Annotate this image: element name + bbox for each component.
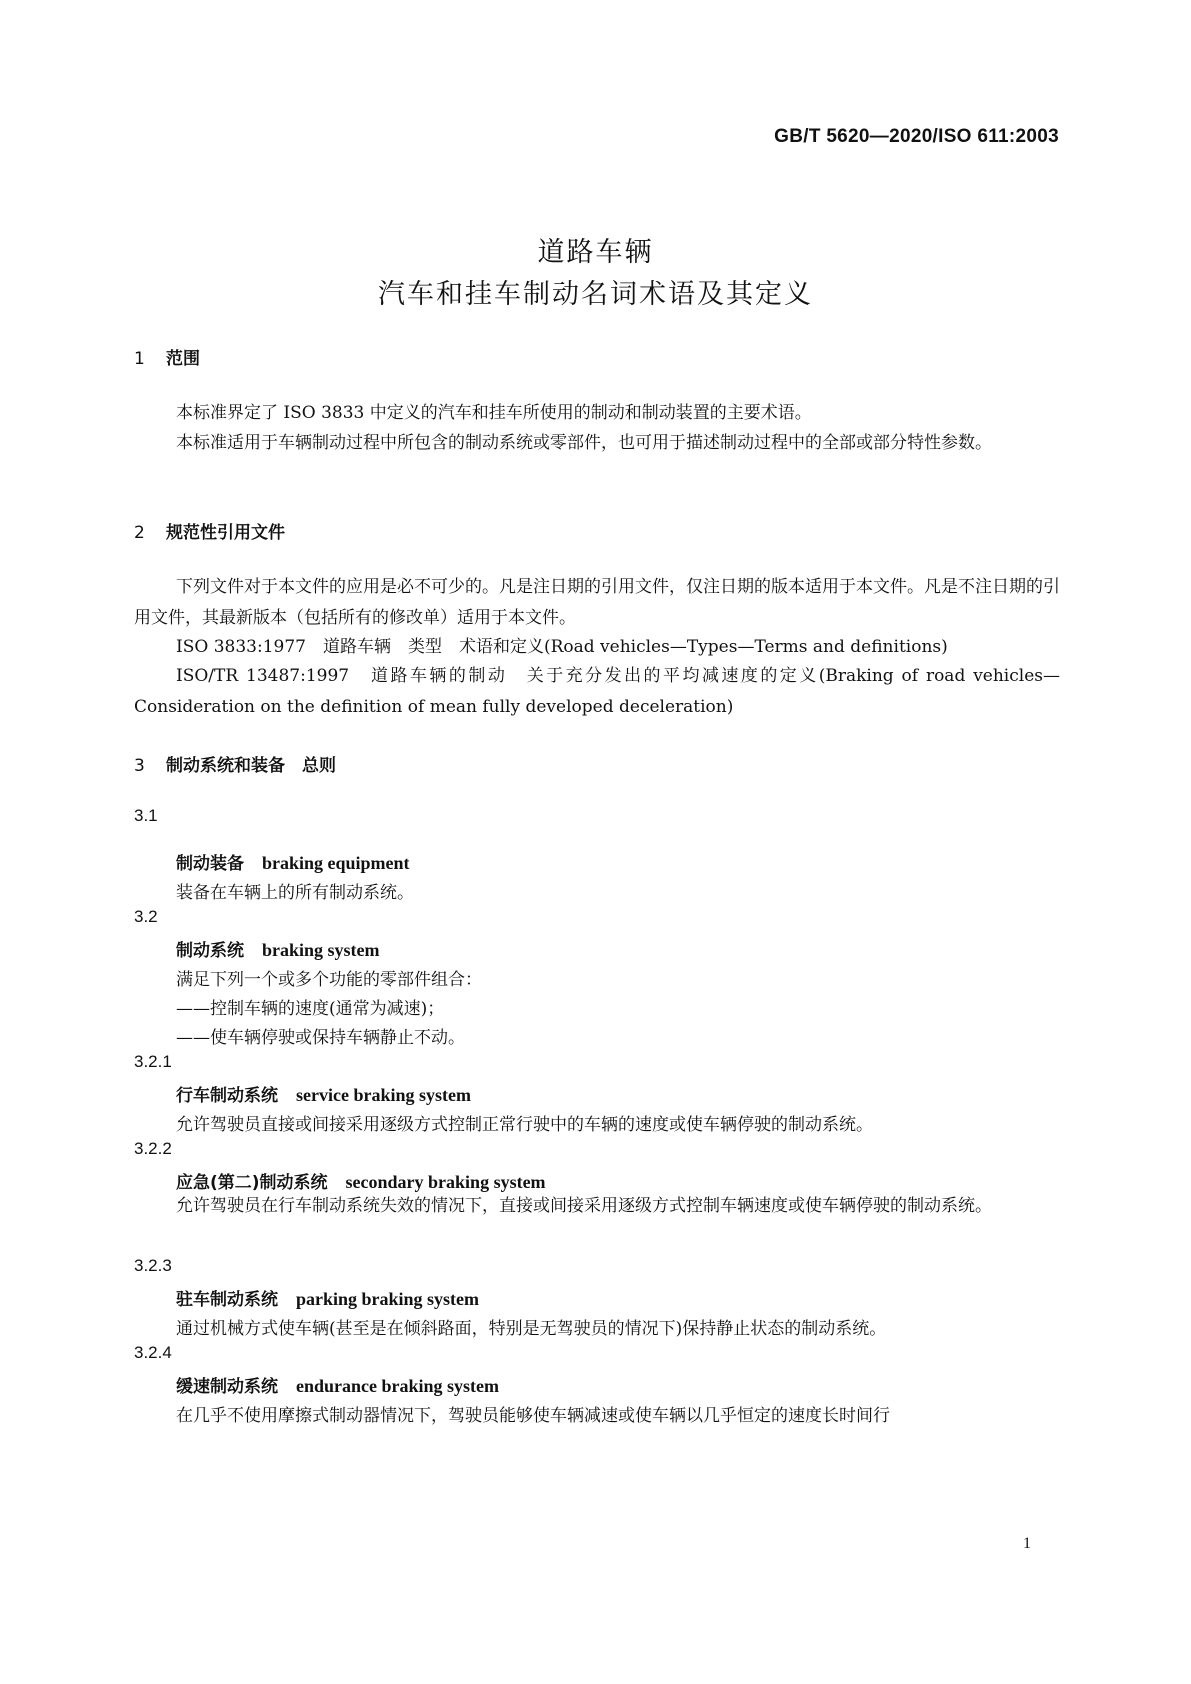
title-line-1: 道路车辆 xyxy=(537,237,654,268)
term-chinese: 制动装备 xyxy=(176,854,244,874)
term-entry xyxy=(176,936,380,961)
term-entry xyxy=(176,1372,499,1397)
term-entry xyxy=(176,849,410,874)
clause-number: 3.2 xyxy=(134,907,158,926)
clause-number: 3.2.1 xyxy=(134,1052,172,1071)
term-chinese: 行车制动系统 xyxy=(176,1086,278,1106)
clause-number: 3.2.3 xyxy=(134,1256,172,1275)
term-entry xyxy=(176,1168,546,1193)
term-chinese: 缓速制动系统 xyxy=(176,1377,278,1397)
clause-number: 3.2.4 xyxy=(134,1343,172,1362)
term-definition: 允许驾驶员在行车制动系统失效的情况下，直接或间接采用逐级方式控制车辆速度或使车辆停驶的制动系统。 xyxy=(176,1196,992,1216)
list-item: ——使车辆停驶或保持车辆静止不动。 xyxy=(176,1028,465,1048)
term-chinese: 应急(第二)制动系统 xyxy=(176,1173,328,1193)
term-chinese: 制动系统 xyxy=(176,941,244,961)
term-definition: 允许驾驶员直接或间接采用逐级方式控制正常行驶中的车辆的速度或使车辆停驶的制动系统。 xyxy=(176,1115,873,1135)
clause-number: 3.1 xyxy=(134,806,158,825)
section-number: 2 xyxy=(134,523,145,543)
normative-reference-1: ISO 3833:1977 道路车辆 类型 术语和定义(Road vehicles—Types—Terms and definitions) xyxy=(176,637,948,657)
term-english: service braking system xyxy=(296,1085,471,1105)
term-entry xyxy=(176,1081,471,1106)
normative-reference-2: ISO/TR 13487:1997 道路车辆的制动 关于充分发出的平均减速度的定义(Braking of road vehicles—Consideration on the definition of mean fully developed deceleration) xyxy=(134,666,1060,717)
term-entry xyxy=(176,1285,479,1310)
term-english: endurance braking system xyxy=(296,1376,500,1396)
term-definition: 满足下列一个或多个功能的零部件组合： xyxy=(176,970,482,990)
standard-number: GB/T 5620—2020/ISO 611:2003 xyxy=(774,126,1059,147)
section-3-heading xyxy=(134,751,336,776)
term-definition: 在几乎不使用摩擦式制动器情况下，驾驶员能够使车辆减速或使车辆以几乎恒定的速度长时间行 xyxy=(176,1406,890,1426)
section-title: 范围 xyxy=(166,349,200,369)
term-definition: 装备在车辆上的所有制动系统。 xyxy=(176,883,414,903)
term-definition: 通过机械方式使车辆(甚至是在倾斜路面，特别是无驾驶员的情况下)保持静止状态的制动系统。 xyxy=(176,1319,887,1339)
section-1-heading xyxy=(134,344,200,369)
section-2-heading xyxy=(134,518,285,543)
term-english: secondary braking system xyxy=(345,1172,546,1192)
section-number: 3 xyxy=(134,756,145,776)
section-1-paragraph-2: 本标准适用于车辆制动过程中所包含的制动系统或零部件，也可用于描述制动过程中的全部或部分特性参数。 xyxy=(176,433,992,453)
section-number: 1 xyxy=(134,349,145,369)
section-title: 规范性引用文件 xyxy=(166,523,285,543)
title-line-2: 汽车和挂车制动名词术语及其定义 xyxy=(378,279,813,310)
term-english: braking system xyxy=(262,940,380,960)
section-2-paragraph-1: 下列文件对于本文件的应用是必不可少的。凡是注日期的引用文件，仅注日期的版本适用于本文件。凡是不注日期的引用文件，其最新版本（包括所有的修改单）适用于本文件。 xyxy=(134,577,1060,628)
term-english: parking braking system xyxy=(296,1289,480,1309)
term-english: braking equipment xyxy=(262,853,410,873)
section-title: 制动系统和装备 总则 xyxy=(166,756,336,776)
list-item: ——控制车辆的速度(通常为减速)； xyxy=(176,999,445,1019)
term-chinese: 驻车制动系统 xyxy=(176,1290,278,1310)
section-1-paragraph-1: 本标准界定了 ISO 3833 中定义的汽车和挂车所使用的制动和制动装置的主要术语。 xyxy=(176,403,812,423)
page-number: 1 xyxy=(1023,1535,1031,1552)
clause-number: 3.2.2 xyxy=(134,1139,172,1158)
